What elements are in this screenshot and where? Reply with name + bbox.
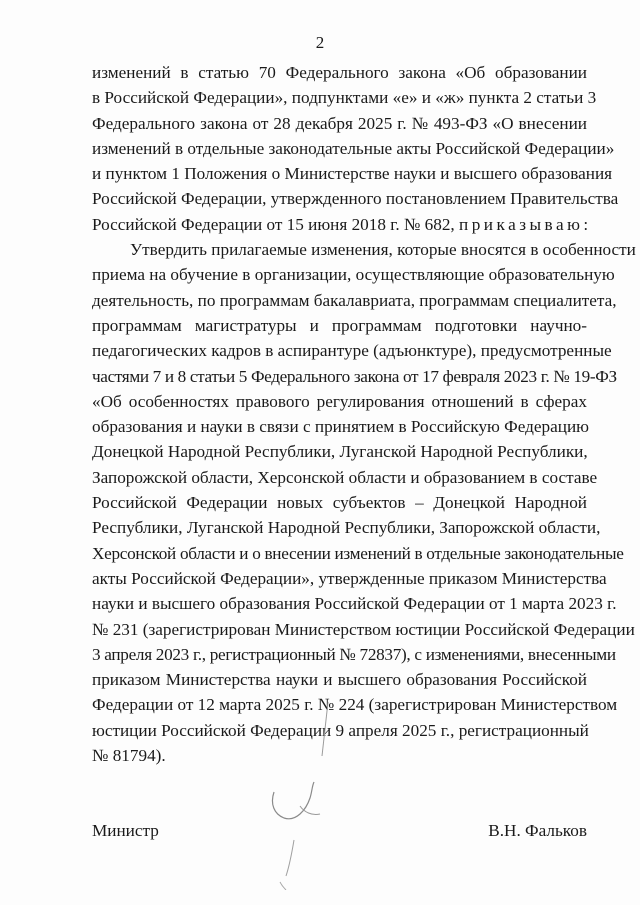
signature-mark [240,700,360,890]
text-line: Херсонской области и о внесении изменений в отдельные законодательные [92,543,624,563]
text-line: № 81794). [92,746,166,766]
document-body [92,60,636,768]
text-line: науки и высшего образования Российской Федерации от 1 марта 2023 г. [92,594,617,614]
text-line: в Российской Федерации», подпунктами «е» и «ж» пункта 2 статьи 3 [92,88,597,108]
text-line: образования и науки в связи с принятием в Российскую Федерацию [92,417,589,437]
text-line: и пунктом 1 Положения о Министерстве науки и высшего образования [92,164,613,184]
text-line [92,212,592,237]
text-line: изменений в статью 70 Федерального закона «Об образовании [92,63,587,82]
paragraph-2 [92,237,636,768]
text-line: Федерального закона от 28 декабря 2025 г. № 493-ФЗ «О внесении [92,113,587,133]
text-line: 3 апреля 2023 г., регистрационный № 72837), с изменениями, внесенными [92,644,616,664]
text-line: Утвердить прилагаемые изменения, которые вносятся в особенности [130,240,636,260]
text-line: приема на обучение в организации, осуществляющие образовательную [92,265,615,285]
text-line: программам магистратуры и программам подготовки научно- [92,315,587,335]
text-line: частями 7 и 8 статьи 5 Федерального закона от 17 февраля 2023 г. № 19-ФЗ [92,366,617,386]
signer-title: Министр [92,821,159,840]
order-word: приказываю: [459,214,592,234]
text-line: изменений в отдельные законодательные акты Российской Федерации» [92,138,615,158]
text-line: педагогических кадров в аспирантуре (адъюнктуре), предусмотренные [92,341,612,361]
text-line: Республики, Луганской Народной Республики, Запорожской области, [92,518,601,538]
text-line: «Об особенностях правового регулирования отношений в сферах [92,391,587,411]
text-line: акты Российской Федерации», утвержденные приказом Министерства [92,568,607,588]
text-line: № 231 (зарегистрирован Министерством юстиции Российской Федерации [92,619,635,639]
text-line: деятельность, по программам бакалавриата, программам специалитета, [92,290,617,310]
text-line: Российской Федерации, утвержденного постановлением Правительства [92,189,619,209]
paragraph-1 [92,60,619,237]
text-line: приказом Министерства науки и высшего образования Российской [92,670,587,690]
signer-name: В.Н. Фальков [488,821,587,840]
text-line: Донецкой Народной Республики, Луганской Народной Республики, [92,442,588,462]
text-line: Федерации от 12 марта 2025 г. № 224 (зарегистрирован Министерством [92,695,618,715]
page-number: 2 [315,33,325,52]
text-line: Российской Федерации новых субъектов – Донецкой Народной [92,493,587,513]
text-fragment: Российской Федерации от 15 июня 2018 г. № 682, [92,214,460,234]
text-line: юстиции Российской Федерации 9 апреля 2025 г., регистрационный [92,720,589,740]
text-line: Запорожской области, Херсонской области и образованием в составе [92,467,598,487]
